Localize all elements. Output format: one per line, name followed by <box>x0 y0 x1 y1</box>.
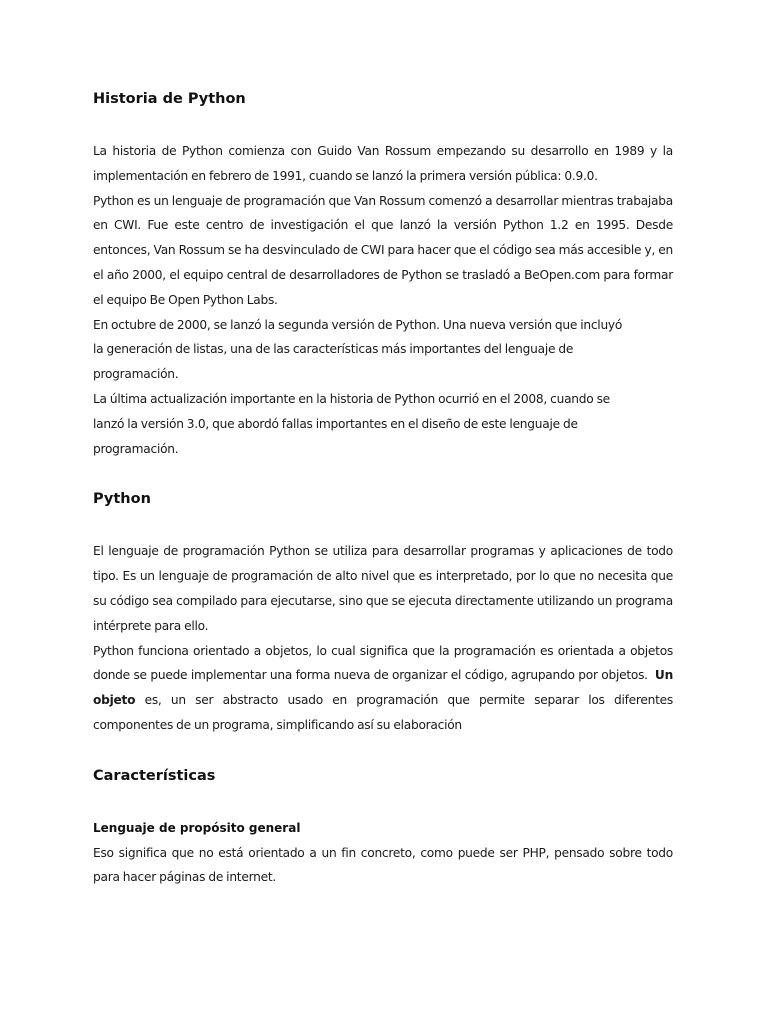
paragraph-historia-3-line-3: programación. <box>93 367 179 382</box>
paragraph-python-1: El lenguaje de programación Python se utiliza para desarrollar programas y aplicaciones de todo tipo. Es un lenguaje de programación de alto nivel que es interpretado, por lo que no necesita que su código sea compilado para ejecutarse, sino que se ejecuta directamente utilizando un programa intérprete para ello. <box>93 544 673 633</box>
paragraph-historia-1: La historia de Python comienza con Guido Van Rossum empezando su desarrollo en 1989 y la implementación en febrero de 1991, cuando se lanzó la primera versión pública: 0.9.0. <box>93 144 673 183</box>
document-page <box>93 88 673 890</box>
paragraph-historia-4-line-1: La última actualización importante en la historia de Python ocurrió en el 2008, cuando se <box>93 391 610 406</box>
paragraph-historia-2: Python es un lenguaje de programación que Van Rossum comenzó a desarrollar mientras trabajaba en CWI. Fue este centro de investigación el que lanzó la versión Python 1.2 en 1995. Desde entonces, Van Rossum se ha desvinculado de CWI para hacer que el código sea más accesible y, en el año 2000, el equipo central de desarrolladores de Python se trasladó a BeOpen.com para formar el equipo Be Open Python Labs. <box>93 193 673 307</box>
paragraph-python-2-end: es, un ser abstracto usado en programación que permite separar los diferentes componentes de un programa, simplificando así su elaboración <box>93 693 673 732</box>
paragraph-python-2 <box>93 639 673 738</box>
subsection-title-proposito-general: Lenguaje de propósito general <box>93 820 301 835</box>
paragraph-proposito-general: Eso significa que no está orientado a un fin concreto, como puede ser PHP, pensado sobre todo para hacer páginas de internet. <box>93 845 673 885</box>
paragraph-python-2-start: Python funciona orientado a objetos, lo cual significa que la programación es orientada a objetos donde se puede implementar una forma nueva de organizar el código, agrupando por objetos. <box>93 643 673 683</box>
paragraph-historia-4-line-2: lanzó la versión 3.0, que abordó fallas importantes en el diseño de este lenguaje de <box>93 416 578 431</box>
paragraph-historia-3-line-2: la generación de listas, una de las características más importantes del lenguaje de <box>93 342 574 357</box>
term-un-objeto: Un objeto <box>93 668 673 708</box>
section-title-historia: Historia de Python <box>93 91 246 107</box>
paragraph-historia-4-line-3: programación. <box>93 441 179 456</box>
section-title-caracteristicas: Características <box>93 767 216 784</box>
paragraph-historia-3-line-1: En octubre de 2000, se lanzó la segunda versión de Python. Una nueva versión que incluyó <box>93 317 623 332</box>
section-title-python: Python <box>93 491 151 508</box>
